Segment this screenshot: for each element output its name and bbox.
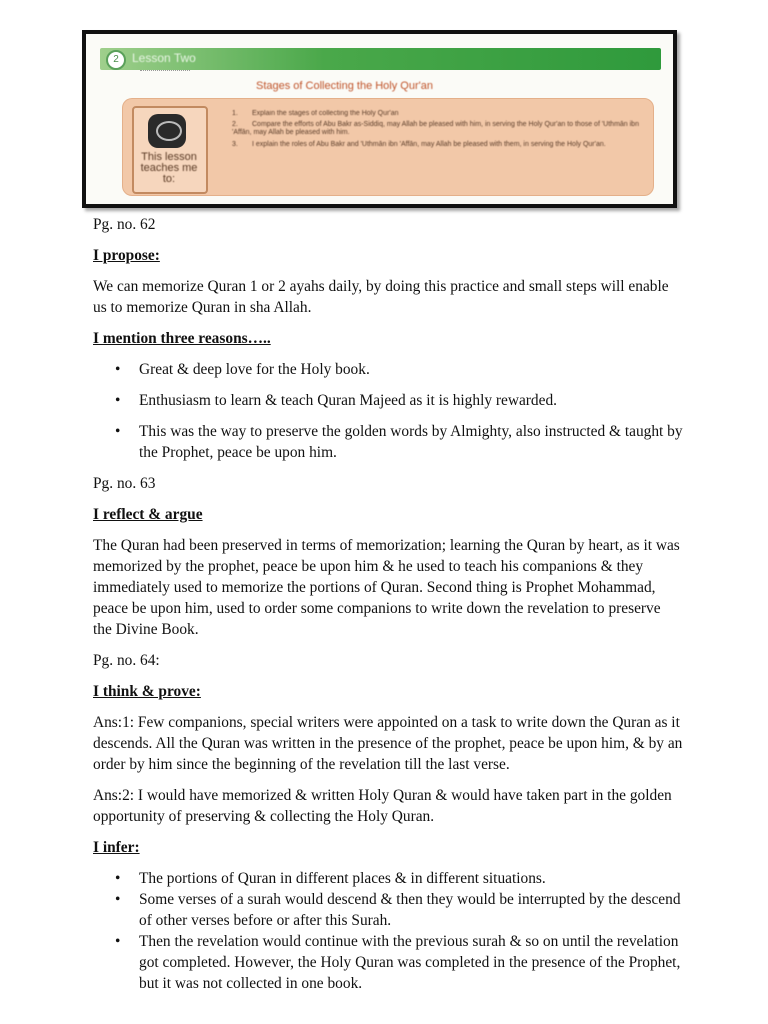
lesson-label: Lesson Two (132, 51, 196, 65)
list-item: • Great & deep love for the Holy book. (93, 359, 683, 380)
propose-heading: I propose: (93, 247, 160, 264)
list-item: • This was the way to preserve the golden words by Almighty, also instructed & taught by the Prophet, peace be upon him. (93, 421, 683, 463)
objective-item: 1. Explain the stages of collecting the Holy Qur'an (232, 110, 399, 117)
infer-list (93, 868, 683, 994)
lesson-number-badge: 2 (106, 50, 126, 70)
lesson-title: Stages of Collecting the Holy Qur'an (256, 80, 433, 92)
reflect-paragraph: The Quran had been preserved in terms of memorization; learning the Quran by heart, as it was memorized by the prophet, peace be upon him & he used to teach his companions & they immediately used to memorize the portions of Quran. Second thing is Prophet Mohammad, peace be upon him, used to order some companions to write down the revelation to preserve the Divine Book. (93, 537, 680, 638)
objective-item: 3. I explain the roles of Abu Bakr and 'Uthmān ibn 'Affān, may Allah be pleased with them, in serving the Holy Qur'an. (232, 140, 606, 148)
speech-bubble-icon (148, 114, 186, 148)
list-item: • Enthusiasm to learn & teach Quran Majeed as it is highly rewarded. (93, 390, 683, 411)
answer-1: Ans:1: Few companions, special writers were appointed on a task to write down the Quran as it descends. All the Quran was written in the presence of the prophet, peace be upon him, & by an order by him since the beginning of the revelation till the last verse. (93, 714, 683, 773)
list-item: • The portions of Quran in different places & in different situations. (93, 868, 683, 889)
document-body (93, 214, 683, 1004)
answer-2: Ans:2: I would have memorized & written Holy Quran & would have taken part in the golden opportunity of preserving & collecting the Holy Quran. (93, 787, 672, 825)
objective-item: 2. Compare the efforts of Abu Bakr as-Siddiq, may Allah be pleased with him, in serving the Holy Qur'an to those of 'Uthmān ibn 'Affān, may Allah be pleased with him. (232, 121, 639, 137)
page-number-63: Pg. no. 63 (93, 475, 156, 492)
list-item: • Then the revelation would continue with the previous surah & so on until the revelation got completed. However, the Holy Quran was completed in the presence of the Prophet, but it was not collected in one book. (93, 931, 683, 994)
lesson-scan-image (82, 30, 677, 208)
page-number-62: Pg. no. 62 (93, 216, 156, 233)
think-heading: I think & prove: (93, 683, 201, 700)
objectives-list (232, 110, 644, 152)
reasons-heading: I mention three reasons….. (93, 330, 271, 347)
lesson-goals-label: This lesson teaches me to: (140, 151, 198, 185)
page-number-64: Pg. no. 64: (93, 652, 160, 669)
dotted-divider (140, 70, 190, 75)
propose-paragraph: We can memorize Quran 1 or 2 ayahs daily, by doing this practice and small steps will enable us to memorize Quran in sha Allah. (93, 278, 669, 316)
list-item: • Some verses of a surah would descend & then they would be interrupted by the descend of other verses before or after this Surah. (93, 889, 683, 931)
infer-heading: I infer: (93, 839, 140, 856)
reflect-heading: I reflect & argue (93, 506, 203, 523)
reasons-list (93, 359, 683, 463)
